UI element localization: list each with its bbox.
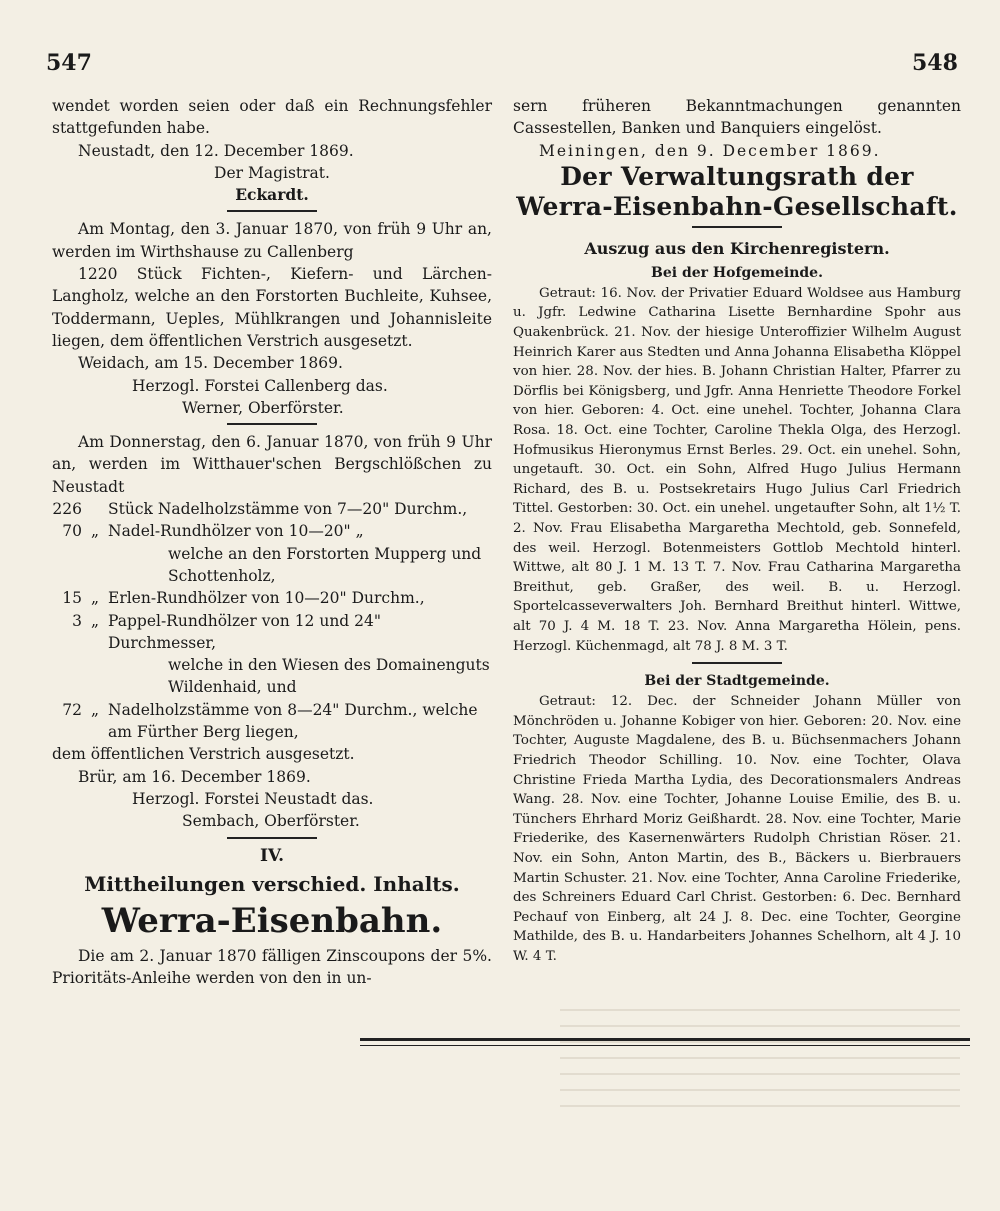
notice1-text: wendet worden seien oder daß ein Rechnungsfehler stattgefunden habe. xyxy=(52,97,492,138)
list-item: welche in den Wiesen des Domainenguts Wildenhaid, und xyxy=(168,656,490,697)
double-rule xyxy=(360,1038,970,1046)
divider xyxy=(227,837,317,839)
right-column xyxy=(513,95,961,966)
list-item: 226 Stück Nadelholzstämme von 7—20" Durchm., xyxy=(52,500,468,519)
notice2-body: 1220 Stück Fichten-, Kiefern- und Lärchen-Langholz, welche an den Forstorten Buchleite, Kuhsee, Toddermann, Ueples, Mühlkrangen und Johannisleite liegen, dem öffentlichen Verstrich ausgesetzt. xyxy=(52,265,492,350)
page-number-right: 548 xyxy=(912,50,958,76)
stadtgemeinde-text: Getraut: 12. Dec. der Schneider Johann Müller von Mönchröden u. Johanne Kobiger von hier. Geboren: 20. Nov. eine Tochter, Auguste Magdalene, des B. u. Büchsenmachers Johann Friedrich Theodor Schilling. 10. Nov. eine Tochter, Olava Christine Frieda Martha Lydia, des Decorationsmalers Andreas Wang. 28. Nov. eine Tochter, Johanne Louise Emilie, des B. u. Tünchers Ehrhard Moriz Geißhardt. 28. Nov. eine Tochter, Marie Friederike, des Kasernenwärters Rudolph Christian Röser. 21. Nov. ein Sohn, Anton Martin, des B., Bäckers u. Bierbrauers Martin Schuster. 21. Nov. eine Tochter, Anna Caroline Friederike, des Schreiners Eduard Carl Christ. Gestorben: 6. Dec. Bernhard Pechauf von Einberg, alt 24 J. 8. Dec. eine Tochter, Georgine Mathilde, des B. u. Handarbeiters Johannes Schelhorn, alt 4 J. 10 W. 4 T. xyxy=(513,694,961,964)
rail-text-continued: sern früheren Bekanntmachungen genannten Cassestellen, Banken und Banquiers eingelöst. xyxy=(513,97,961,138)
divider xyxy=(227,423,317,425)
list-item: 70 „ Nadel-Rundhölzer von 10—20" „ xyxy=(62,522,364,541)
notice2-place-date: Weidach, am 15. December 1869. xyxy=(78,354,343,373)
section-title: Mittheilungen verschied. Inhalts. xyxy=(84,871,460,896)
hofgemeinde-text: Getraut: 16. Nov. der Privatier Eduard Woldsee aus Hamburg u. Jgfr. Ledwine Catharina Lisette Bernhardine Spohr aus Quakenbrück. 21. Nov. der hiesige Unteroffizier Wilhelm August Heinrich Karer aus Stedten und Anna Johanna Elisabetha Klöppel von hier. 28. Nov. der hies. B. Johann Christian Halter, Pfarrer zu Dörflis bei Königsberg, und Jgfr. Anna Henriette Theodore Forkel von hier. Geboren: 4. Oct. eine unehel. Tochter, Johanna Clara Rosa. 18. Oct. eine Tochter, Caroline Thekla Olga, des Herzogl. Hofmusikus Hieronymus Ernst Berles. 29. Oct. ein unehel. Sohn, ungetauft. 30. Oct. ein Sohn, Alfred Hugo Julius Hermann Richard, des B. u. Postsekretairs Hugo Julius Carl Friedrich Tittel. Gestorben: 30. Oct. ein unehel. ungetaufter Sohn, alt 1½ T. 2. Nov. Frau Elisabetha Margaretha Mechtold, geb. Sonnefeld, des weil. Herzogl. Botenmeisters Gottlob Mechtold hinterl. Wittwe, alt 80 J. 1 M. 13 T. 7. Nov. Frau Catharina Margaretha Breithut, geb. Graßer, des weil. B. u. Herzogl. Sportelcasseverwalters Joh. Bernhard Breithut hinterl. Wittwe, alt 70 J. 4 M. 18 T. 23. Nov. Anna Margaretha Hölein, pens. Herzogl. Küchenmagd, alt 78 J. 8 M. 3 T. xyxy=(513,285,961,654)
notice3-authority: Herzogl. Forstei Neustadt das. xyxy=(132,789,374,808)
church-register-title: Auszug aus den Kirchenregistern. xyxy=(584,238,890,258)
notice1-signer: Eckardt. xyxy=(235,185,309,205)
rail-place-date: Meiningen, den 9. December 1869. xyxy=(539,141,881,160)
hofgemeinde-title: Bei der Hofgemeinde. xyxy=(651,264,823,281)
bleed-through-text xyxy=(560,1000,960,1120)
board-signature: Der Verwaltungsrath der Werra-Eisenbahn-Gesellschaft. xyxy=(516,161,958,221)
notice1-signature: Der Magistrat. xyxy=(214,163,330,182)
divider xyxy=(692,226,782,228)
divider xyxy=(692,662,782,664)
list-item: 3 „ Pappel-Rundhölzer von 12 und 24" Durchmesser, xyxy=(72,611,382,652)
divider xyxy=(227,210,317,212)
notice2-intro: Am Montag, den 3. Januar 1870, von früh 9 Uhr an, werden im Wirthshause zu Callenberg xyxy=(52,220,492,261)
left-column xyxy=(52,95,492,989)
notice2-signer: Werner, Oberförster. xyxy=(182,398,344,417)
list-item: 72 „ Nadelholzstämme von 8—24" Durchm., welche am Fürther Berg liegen, xyxy=(62,700,478,742)
notice2-authority: Herzogl. Forstei Callenberg das. xyxy=(132,376,388,395)
section-number: IV. xyxy=(259,845,285,866)
notice3-closing: dem öffentlichen Verstrich ausgesetzt. xyxy=(52,745,355,764)
notice3-signer: Sembach, Oberförster. xyxy=(182,812,360,831)
page-number-left: 547 xyxy=(46,50,92,76)
notice3-intro: Am Donnerstag, den 6. Januar 1870, von früh 9 Uhr an, werden im Witthauer'schen Bergschlößchen zu Neustadt xyxy=(52,433,492,496)
notice3-place-date: Brür, am 16. December 1869. xyxy=(78,767,311,786)
rail-text: Die am 2. Januar 1870 fälligen Zinscoupons der 5%. Prioritäts-Anleihe werden von den in un- xyxy=(52,946,492,988)
list-item: 15 „ Erlen-Rundhölzer von 10—20" Durchm., xyxy=(62,589,425,608)
rail-title: Werra-Eisenbahn. xyxy=(101,900,443,941)
stadtgemeinde-title: Bei der Stadtgemeinde. xyxy=(644,673,830,690)
list-item: welche an den Forstorten Mupperg und Schottenholz, xyxy=(168,544,482,585)
notice1-place-date: Neustadt, den 12. December 1869. xyxy=(78,141,354,160)
